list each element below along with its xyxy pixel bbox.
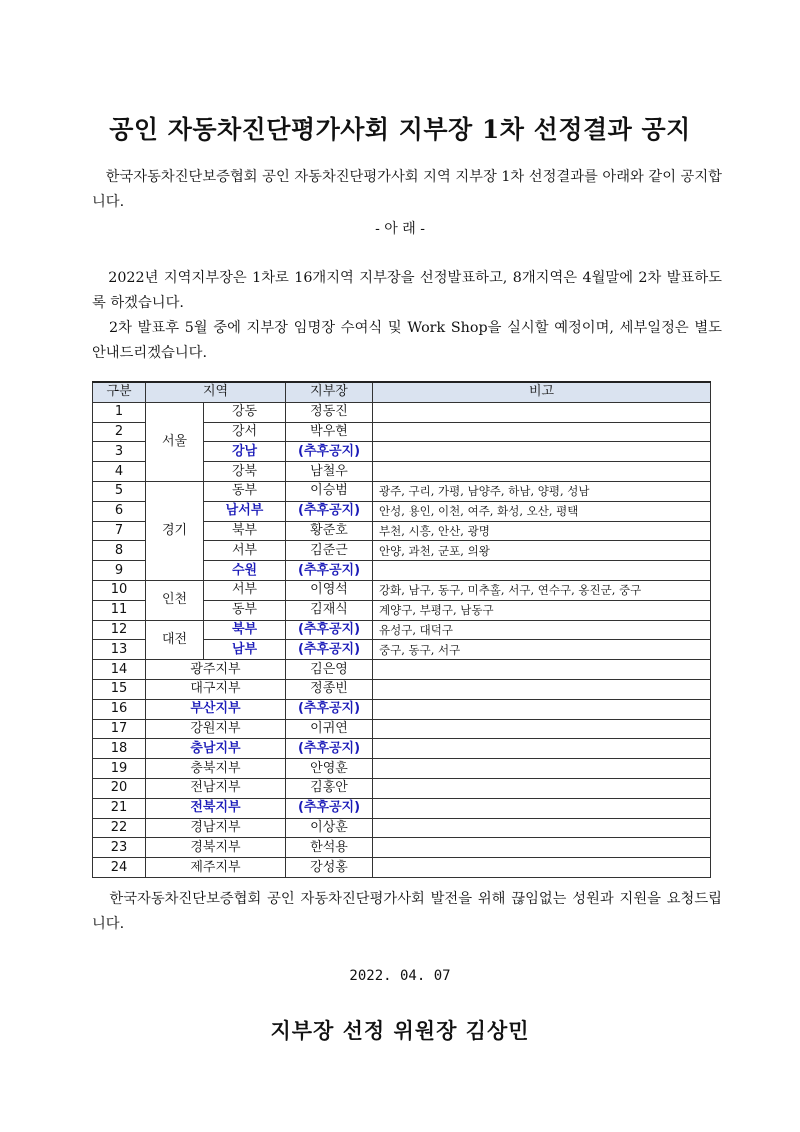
sub-region: 서부 (204, 541, 286, 561)
row-number: 7 (93, 521, 146, 541)
row-number: 6 (93, 501, 146, 521)
row-note (373, 798, 711, 818)
branch-head-name: 정종빈 (286, 679, 373, 699)
region-name: 강원지부 (146, 719, 286, 739)
region-name: 경남지부 (146, 818, 286, 838)
row-note: 안성, 용인, 이천, 여주, 화성, 오산, 평택 (373, 501, 711, 521)
region-group: 경기 (146, 481, 204, 580)
region-group: 서울 (146, 402, 204, 481)
sub-region: 북부 (204, 620, 286, 640)
table-row (93, 778, 711, 798)
branch-head-name: 남철우 (286, 462, 373, 482)
branch-head-name: 정동진 (286, 402, 373, 422)
sub-region: 북부 (204, 521, 286, 541)
sub-region: 강북 (204, 462, 286, 482)
row-number: 17 (93, 719, 146, 739)
table-row (93, 699, 711, 719)
sub-region: 강서 (204, 422, 286, 442)
row-note: 강화, 남구, 동구, 미추홀, 서구, 연수구, 옹진군, 중구 (373, 580, 711, 600)
branch-head-name: 김준근 (286, 541, 373, 561)
row-note (373, 778, 711, 798)
row-number: 14 (93, 660, 146, 680)
header-branch-head: 지부장 (286, 382, 373, 402)
row-note: 광주, 구리, 가평, 남양주, 하남, 양평, 성남 (373, 481, 711, 501)
region-name: 부산지부 (146, 699, 286, 719)
row-note (373, 739, 711, 759)
row-number: 4 (93, 462, 146, 482)
branch-head-name: 이귀연 (286, 719, 373, 739)
branch-head-name: (추후공지) (286, 501, 373, 521)
row-note: 유성구, 대덕구 (373, 620, 711, 640)
row-note (373, 679, 711, 699)
row-note (373, 858, 711, 878)
branch-head-name: 김재식 (286, 600, 373, 620)
branch-head-name: 이상훈 (286, 818, 373, 838)
intro-paragraph: 한국자동차진단보증협회 공인 자동차진단평가사회 지역 지부장 1차 선정결과를 아래와 같이 공지합니다. (92, 169, 722, 210)
row-note: 안양, 과천, 군포, 의왕 (373, 541, 711, 561)
table-row (93, 739, 711, 759)
header-region: 지역 (146, 382, 286, 402)
table-row (93, 620, 711, 640)
branch-head-table (92, 381, 711, 878)
sub-region: 남서부 (204, 501, 286, 521)
document-title: 공인 자동차진단평가사회 지부장 1차 선정결과 공지 (109, 115, 691, 144)
branch-head-name: (추후공지) (286, 739, 373, 759)
paragraph-ceremony: 2차 발표후 5월 중에 지부장 임명장 수여식 및 Work Shop을 실시할 예정이며, 세부일정은 별도 안내드리겠습니다. (92, 320, 722, 361)
row-note (373, 462, 711, 482)
region-group: 인천 (146, 580, 204, 620)
branch-head-name: 이승범 (286, 481, 373, 501)
section-marker: - 아 래 - (375, 221, 425, 237)
row-note: 중구, 동구, 서구 (373, 640, 711, 660)
header-note: 비고 (373, 382, 711, 402)
document-date: 2022. 04. 07 (349, 968, 451, 984)
row-number: 22 (93, 818, 146, 838)
branch-head-name: 이영석 (286, 580, 373, 600)
branch-head-name: (추후공지) (286, 798, 373, 818)
row-number: 2 (93, 422, 146, 442)
region-name: 전남지부 (146, 778, 286, 798)
row-note (373, 561, 711, 581)
table-row (93, 818, 711, 838)
row-number: 12 (93, 620, 146, 640)
row-number: 16 (93, 699, 146, 719)
row-number: 5 (93, 481, 146, 501)
row-number: 21 (93, 798, 146, 818)
table-row (93, 858, 711, 878)
region-name: 경북지부 (146, 838, 286, 858)
row-number: 24 (93, 858, 146, 878)
table-row (93, 798, 711, 818)
row-note (373, 422, 711, 442)
row-number: 15 (93, 679, 146, 699)
sub-region: 강동 (204, 402, 286, 422)
table-row (93, 580, 711, 600)
table-row (93, 660, 711, 680)
table-row (93, 481, 711, 501)
branch-head-name: 박우현 (286, 422, 373, 442)
branch-head-name: (추후공지) (286, 620, 373, 640)
row-number: 20 (93, 778, 146, 798)
closing-paragraph: 한국자동차진단보증협회 공인 자동차진단평가사회 발전을 위해 끊임없는 성원과 지원을 요청드립니다. (92, 891, 722, 932)
row-number: 11 (93, 600, 146, 620)
branch-head-name: (추후공지) (286, 561, 373, 581)
branch-head-name: 한석용 (286, 838, 373, 858)
table-header-row (93, 382, 711, 402)
region-group: 대전 (146, 620, 204, 660)
sub-region: 동부 (204, 600, 286, 620)
branch-head-name: 김은영 (286, 660, 373, 680)
sub-region: 서부 (204, 580, 286, 600)
header-category: 구분 (93, 382, 146, 402)
table-row (93, 402, 711, 422)
row-note (373, 402, 711, 422)
row-note (373, 838, 711, 858)
row-note: 계양구, 부평구, 남동구 (373, 600, 711, 620)
branch-head-name: (추후공지) (286, 699, 373, 719)
paragraph-first-round: 2022년 지역지부장은 1차로 16개지역 지부장을 선정발표하고, 8개지역은 4월말에 2차 발표하도록 하겠습니다. (92, 270, 722, 311)
branch-head-name: (추후공지) (286, 640, 373, 660)
row-note (373, 818, 711, 838)
row-number: 19 (93, 759, 146, 779)
row-number: 18 (93, 739, 146, 759)
row-number: 8 (93, 541, 146, 561)
row-note (373, 660, 711, 680)
table-body (93, 402, 711, 877)
branch-head-name: 강성홍 (286, 858, 373, 878)
branch-head-name: (추후공지) (286, 442, 373, 462)
sub-region: 강남 (204, 442, 286, 462)
branch-head-name: 김홍안 (286, 778, 373, 798)
table-row (93, 838, 711, 858)
row-number: 9 (93, 561, 146, 581)
sub-region: 수원 (204, 561, 286, 581)
row-number: 13 (93, 640, 146, 660)
row-note (373, 442, 711, 462)
region-name: 충북지부 (146, 759, 286, 779)
row-number: 3 (93, 442, 146, 462)
row-number: 10 (93, 580, 146, 600)
row-note (373, 699, 711, 719)
region-name: 대구지부 (146, 679, 286, 699)
branch-head-name: 안영훈 (286, 759, 373, 779)
region-name: 충남지부 (146, 739, 286, 759)
table-row (93, 679, 711, 699)
row-number: 23 (93, 838, 146, 858)
row-note (373, 719, 711, 739)
region-name: 제주지부 (146, 858, 286, 878)
sub-region: 남부 (204, 640, 286, 660)
row-note: 부천, 시흥, 안산, 광명 (373, 521, 711, 541)
signature-line: 지부장 선정 위원장 김상민 (270, 1018, 530, 1043)
region-name: 전북지부 (146, 798, 286, 818)
row-note (373, 759, 711, 779)
sub-region: 동부 (204, 481, 286, 501)
table-row (93, 759, 711, 779)
branch-head-name: 황준호 (286, 521, 373, 541)
table-row (93, 719, 711, 739)
row-number: 1 (93, 402, 146, 422)
region-name: 광주지부 (146, 660, 286, 680)
